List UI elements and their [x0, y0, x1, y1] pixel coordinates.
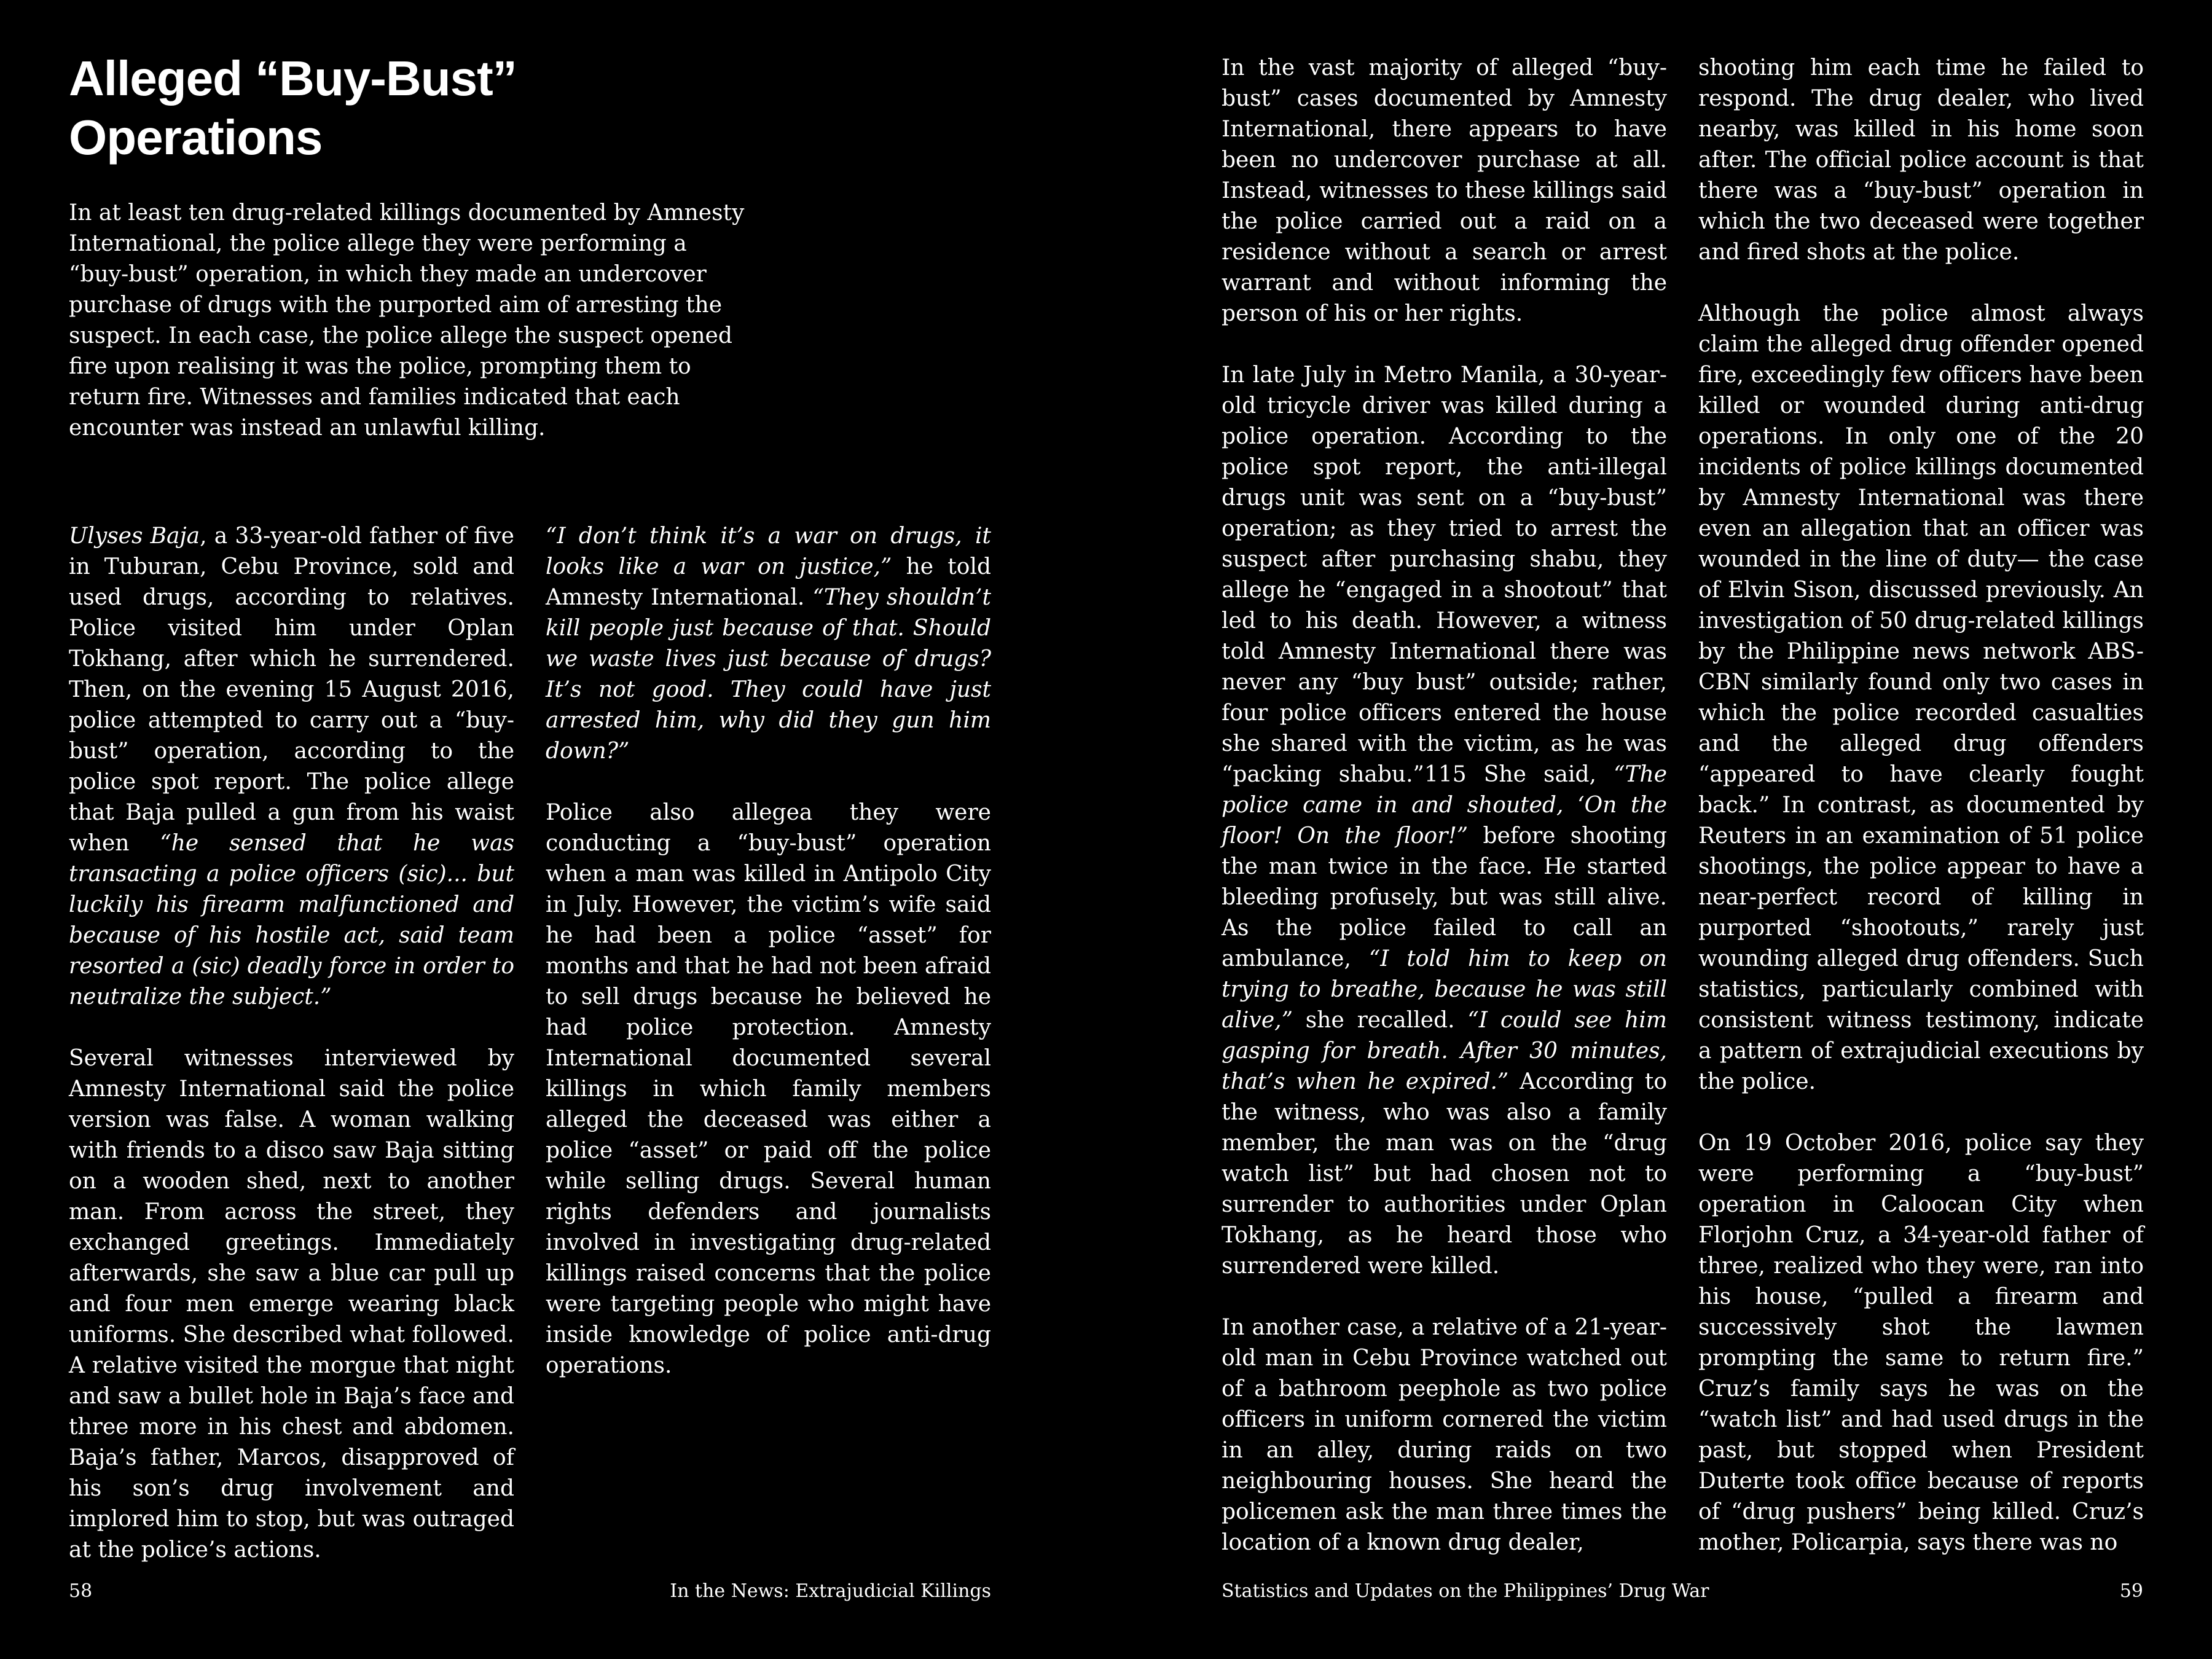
intro-paragraph: In at least ten drug-related killings documented by Amnesty International, the police allege they were performing a “buy-bust” operation, in which they made an undercover purchase of drugs with the purported aim of arresting the suspect. In each case, the police allege the suspect opened fire upon realising it was the police, prompting them to return fire. Witnesses and families indicated that each encounter was instead an unlawful killing.	[69, 200, 745, 441]
right-column-1	[1222, 53, 1667, 1558]
paragraph-text: According to the witness, who was also a family member, the man was on the “drug watch list” but had chosen not to surrender to authorities under Oplan Tokhang, as he heard those who surrendered were killed.	[1222, 1069, 1667, 1279]
running-head: Statistics and Updates on the Philippines’ Drug War	[1222, 1580, 1709, 1602]
page-title: Alleged “Buy-Bust” Operations	[69, 51, 517, 165]
quote: “I don’t think it’s a war on drugs, it looks like a war on justice,”	[546, 524, 991, 579]
paragraph-cebu-case: In another case, a relative of a 21-year-old man in Cebu Province watched out of a bathroom peephole as two police officers in uniform cornered the victim in an alley, during raids on two neighbouring houses. She heard the policemen ask the man three times the location of a known drug dealer,	[1222, 1315, 1667, 1555]
victim-name: Ulyses Baja	[69, 524, 200, 549]
quote: “I could see him gasping for breath. After 30 minutes, that’s when he expired.”	[1222, 1008, 1667, 1094]
paragraph-no-purchase: In the vast majority of alleged “buy-bust” cases documented by Amnesty International, there appears to have been no undercover purchase at all. Instead, witnesses to these killings said the police carried out a raid on a residence without a search or arrest warrant and without informing the person of his or her rights.	[1222, 55, 1667, 326]
police-report-quote: “he sensed that he was transacting a police officers (sic)... but luckily his firearm malfunctioned and because of his hostile act, said team resorted a (sic) deadly force in order to neutralize the subject.”	[69, 831, 515, 1010]
paragraph-antipolo: Police also allegea they were conducting a “buy-bust” operation when a man was killed in Antipolo City in July. However, the victim’s wife said he had been a police “asset” for months and that he had not been afraid to sell drugs because he believed he had police protection. Amnesty International documented several killings in which family members alleged the deceased was either a police “asset” or paid off the police while selling drugs. Several human rights defenders and journalists involved in investigating drug-related killings raised concerns that the police were targeting people who might have inside knowledge of police anti-drug operations.	[546, 800, 991, 1378]
left-column-2	[546, 521, 991, 1381]
paragraph-text: , a 33-year-old father of five in Tuburan, Cebu Province, sold and used drugs, according to relatives. Police visited him under Oplan Tokhang, after which he surrendered. Then, on the evening 15 August 2016, police attempted to carry out a “buy-bust” operation, according to the police spot report. The police allege that Baja pulled a gun from his waist when	[69, 524, 514, 856]
page-number: 59	[2119, 1580, 2143, 1602]
quote: “I told him to keep on trying to breathe, because he was still alive,”	[1222, 946, 1667, 1033]
right-page	[1106, 0, 2212, 1659]
paragraph-text: she recalled.	[1292, 1008, 1468, 1033]
paragraph-metro-manila	[1222, 360, 1667, 1282]
paragraph-text: In late July in Metro Manila, a 30-year-old tricycle driver was killed during a police operation. According to the police spot report, the anti-illegal drugs unit was sent on a “buy-bust” operation; as they tried to arrest the suspect after purchasing shabu, they allege he “engaged in a shootout” that led to his death. However, a witness told Amnesty International there was never any “buy bust” outside; rather, four police officers entered the house she shared with the victim, as he was “packing shabu.”115 She said,	[1222, 363, 1667, 787]
right-column-2	[1698, 53, 2144, 1558]
paragraph-cebu-continued: shooting him each time he failed to respond. The drug dealer, who lived nearby, was killed in his home soon after. The official police account is that there was a “buy-bust” operation in which the two deceased were together and fired shots at the police.	[1698, 55, 2144, 265]
quote: “They shouldn’t kill people just because of that. Should we waste lives just because of drugs? It’s not good. They could have just arrested him, why did they gun him down?”	[546, 585, 991, 764]
paragraph-baja-case	[69, 521, 514, 1013]
page-number: 58	[69, 1580, 93, 1602]
paragraph-caloocan: On 19 October 2016, police say they were performing a “buy-bust” operation in Caloocan City when Florjohn Cruz, a 34-year-old father of three, realized who they were, ran into his house, “pulled a firearm and successively shot the lawmen prompting the same to return fire.” Cruz’s family says he was on the “watch list” and had used drugs in the past, but stopped when President Duterte took office because of reports of “drug pushers” being killed. Cruz’s mother, Policarpia, says there was no	[1698, 1131, 2144, 1555]
paragraph-text: he told Amnesty International.	[546, 554, 991, 610]
paragraph-statistics: Although the police almost always claim the alleged drug offender opened fire, exceedingly few officers have been killed or wounded during anti-drug operations. In only one of the 20 incidents of police killings documented by Amnesty International was there even an allegation that an officer was wounded in the line of duty— the case of Elvin Sison, discussed previously. An investigation of 50 drug-related killings by the Philippine news network ABS-CBN similarly found only two cases in which the police recorded casualties and the alleged drug offenders “appeared to have clearly fought back.” In contrast, as documented by Reuters in an examination of 51 police shootings, the police appear to have a near-perfect record of killing in purported “shootouts,” rarely just wounding alleged drug offenders. Such statistics, particularly combined with consistent witness testimony, indicate a pattern of extrajudicial executions by the police.	[1698, 301, 2144, 1094]
paragraph-text: before shooting the man twice in the face. He started bleeding profusely, but was still alive. As the police failed to call an ambulance,	[1222, 823, 1667, 971]
paragraph-father-quote	[546, 521, 991, 767]
running-head: In the News: Extrajudicial Killings	[670, 1580, 991, 1602]
paragraph-witnesses: Several witnesses interviewed by Amnesty International said the police version was false. A woman walking with friends to a disco saw Baja sitting on a wooden shed, next to another man. From across the street, they exchanged greetings. Immediately afterwards, she saw a blue car pull up and four men emerge wearing black uniforms. She described what followed. A relative visited the morgue that night and saw a bullet hole in Baja’s face and three more in his chest and abdomen. Baja’s father, Marcos, disapproved of his son’s drug involvement and implored him to stop, but was outraged at the police’s actions.	[69, 1046, 514, 1563]
quote: “The police came in and shouted, ‘On the floor! On the floor!”	[1222, 762, 1667, 849]
left-column-1	[69, 521, 514, 1566]
